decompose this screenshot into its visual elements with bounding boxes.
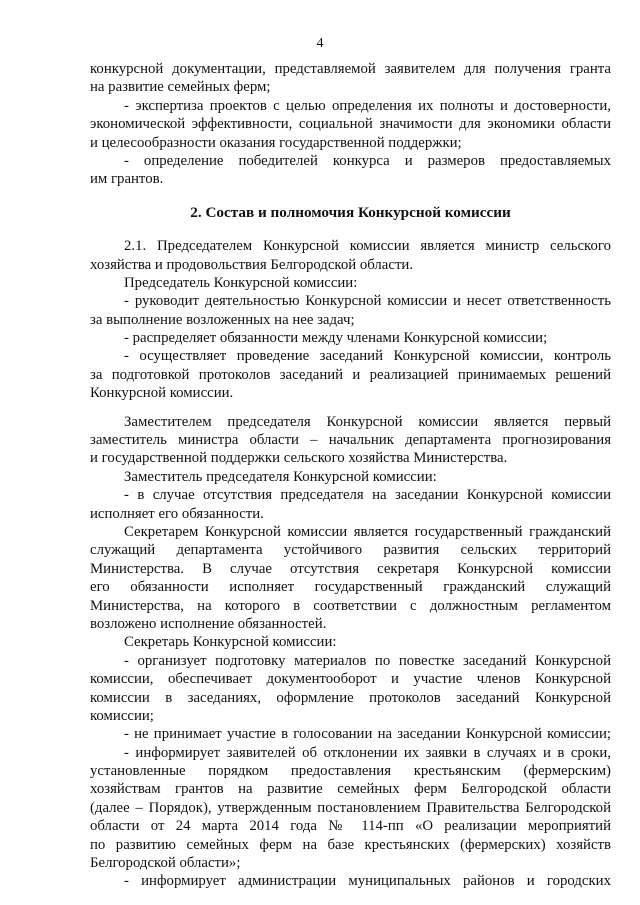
section-heading: 2. Состав и полномочия Конкурсной комиссии	[190, 203, 511, 221]
text-line: - информирует администрации муниципальных районов и городских	[124, 873, 611, 890]
text-line: конкурсной документации, представляемой заявителем для получения гранта	[90, 61, 611, 77]
text-line: - экспертиза проектов с целью определения их полноты и достоверности,	[124, 97, 611, 114]
text-line: - организует подготовку материалов по повестке заседаний Конкурсной	[124, 652, 611, 669]
text-line: комиссии в заседаниях, оформление протоколов заседаний Конкурсной	[90, 689, 611, 706]
text-line: Конкурсной комиссии.	[90, 385, 234, 402]
text-line: хозяйствам грантов на развитие семейных ферм Белгородской области	[90, 781, 611, 798]
text-line: им грантов.	[90, 171, 164, 188]
text-line: экономической эффективности, социальной значимости для экономики области	[90, 116, 611, 133]
text-line: - определение победителей конкурса и размеров предоставляемых	[124, 152, 611, 169]
text-line: за подготовкой протоколов заседаний и реализацией принимаемых решений	[90, 366, 611, 383]
text-line: установленные порядком предоставления крестьянским (фермерским)	[90, 763, 611, 780]
text-line: заместитель министра области – начальник департамента прогнозирования	[90, 432, 611, 449]
page-number: 4	[316, 36, 324, 51]
text-line: Заместитель председателя Конкурсной комиссии:	[124, 468, 437, 485]
text-line: - осуществляет проведение заседаний Конкурсной комиссии, контроль	[124, 348, 611, 365]
text-line: Председатель Конкурсной комиссии:	[124, 274, 358, 291]
text-line: (далее – Порядок), утвержденным постановлением Правительства Белгородской	[90, 799, 611, 816]
text-line: и целесообразности оказания государственной поддержки;	[90, 134, 462, 151]
text-line: и государственной поддержки сельского хозяйства Министерства.	[90, 450, 508, 467]
text-line: его обязанности исполняет государственный гражданский служащий	[90, 579, 611, 596]
text-line: комиссии;	[90, 707, 154, 724]
text-line: - в случае отсутствия председателя на заседании Конкурсной комиссии	[124, 487, 611, 504]
text-line: Секретарем Конкурсной комиссии является государственный гражданский	[124, 523, 611, 540]
text-line: - руководит деятельностью Конкурсной комиссии и несет ответственность	[124, 293, 611, 310]
text-line: служащий департамента устойчивого развития сельских территорий	[90, 542, 611, 559]
text-line: хозяйства и продовольствия Белгородской области.	[90, 256, 414, 273]
text-line: комиссии, обеспечивает документооборот и участие членов Конкурсной	[90, 671, 611, 688]
text-line: Белгородской области»;	[90, 855, 241, 872]
text-line: возложено исполнение обязанностей.	[90, 615, 327, 632]
text-line: - информирует заявителей об отклонении их заявки в случаях и в сроки,	[124, 744, 611, 761]
text-line: Секретарь Конкурсной комиссии:	[124, 634, 337, 651]
text-line: за выполнение возложенных на нее задач;	[90, 311, 355, 328]
document-body	[90, 60, 611, 891]
text-line: по развитию семейных ферм на базе крестьянских (фермерских) хозяйств	[90, 836, 611, 853]
text-line: исполняет его обязанности.	[90, 505, 264, 522]
text-line: Министерства, на которого в соответствии с должностным регламентом	[90, 597, 611, 614]
text-line: Заместителем председателя Конкурсной комиссии является первый	[124, 413, 611, 430]
text-line: на развитие семейных ферм;	[90, 79, 271, 96]
text-line: 2.1. Председателем Конкурсной комиссии является министр сельского	[124, 238, 611, 255]
text-line: области от 24 марта 2014 года № 114-пп «О реализации мероприятий	[90, 818, 611, 835]
text-line: - распределяет обязанности между членами Конкурсной комиссии;	[124, 330, 548, 347]
text-line: - не принимает участие в голосовании на заседании Конкурсной комиссии;	[124, 726, 611, 743]
text-line: Министерства. В случае отсутствия секретаря Конкурсной комиссии	[90, 560, 611, 577]
